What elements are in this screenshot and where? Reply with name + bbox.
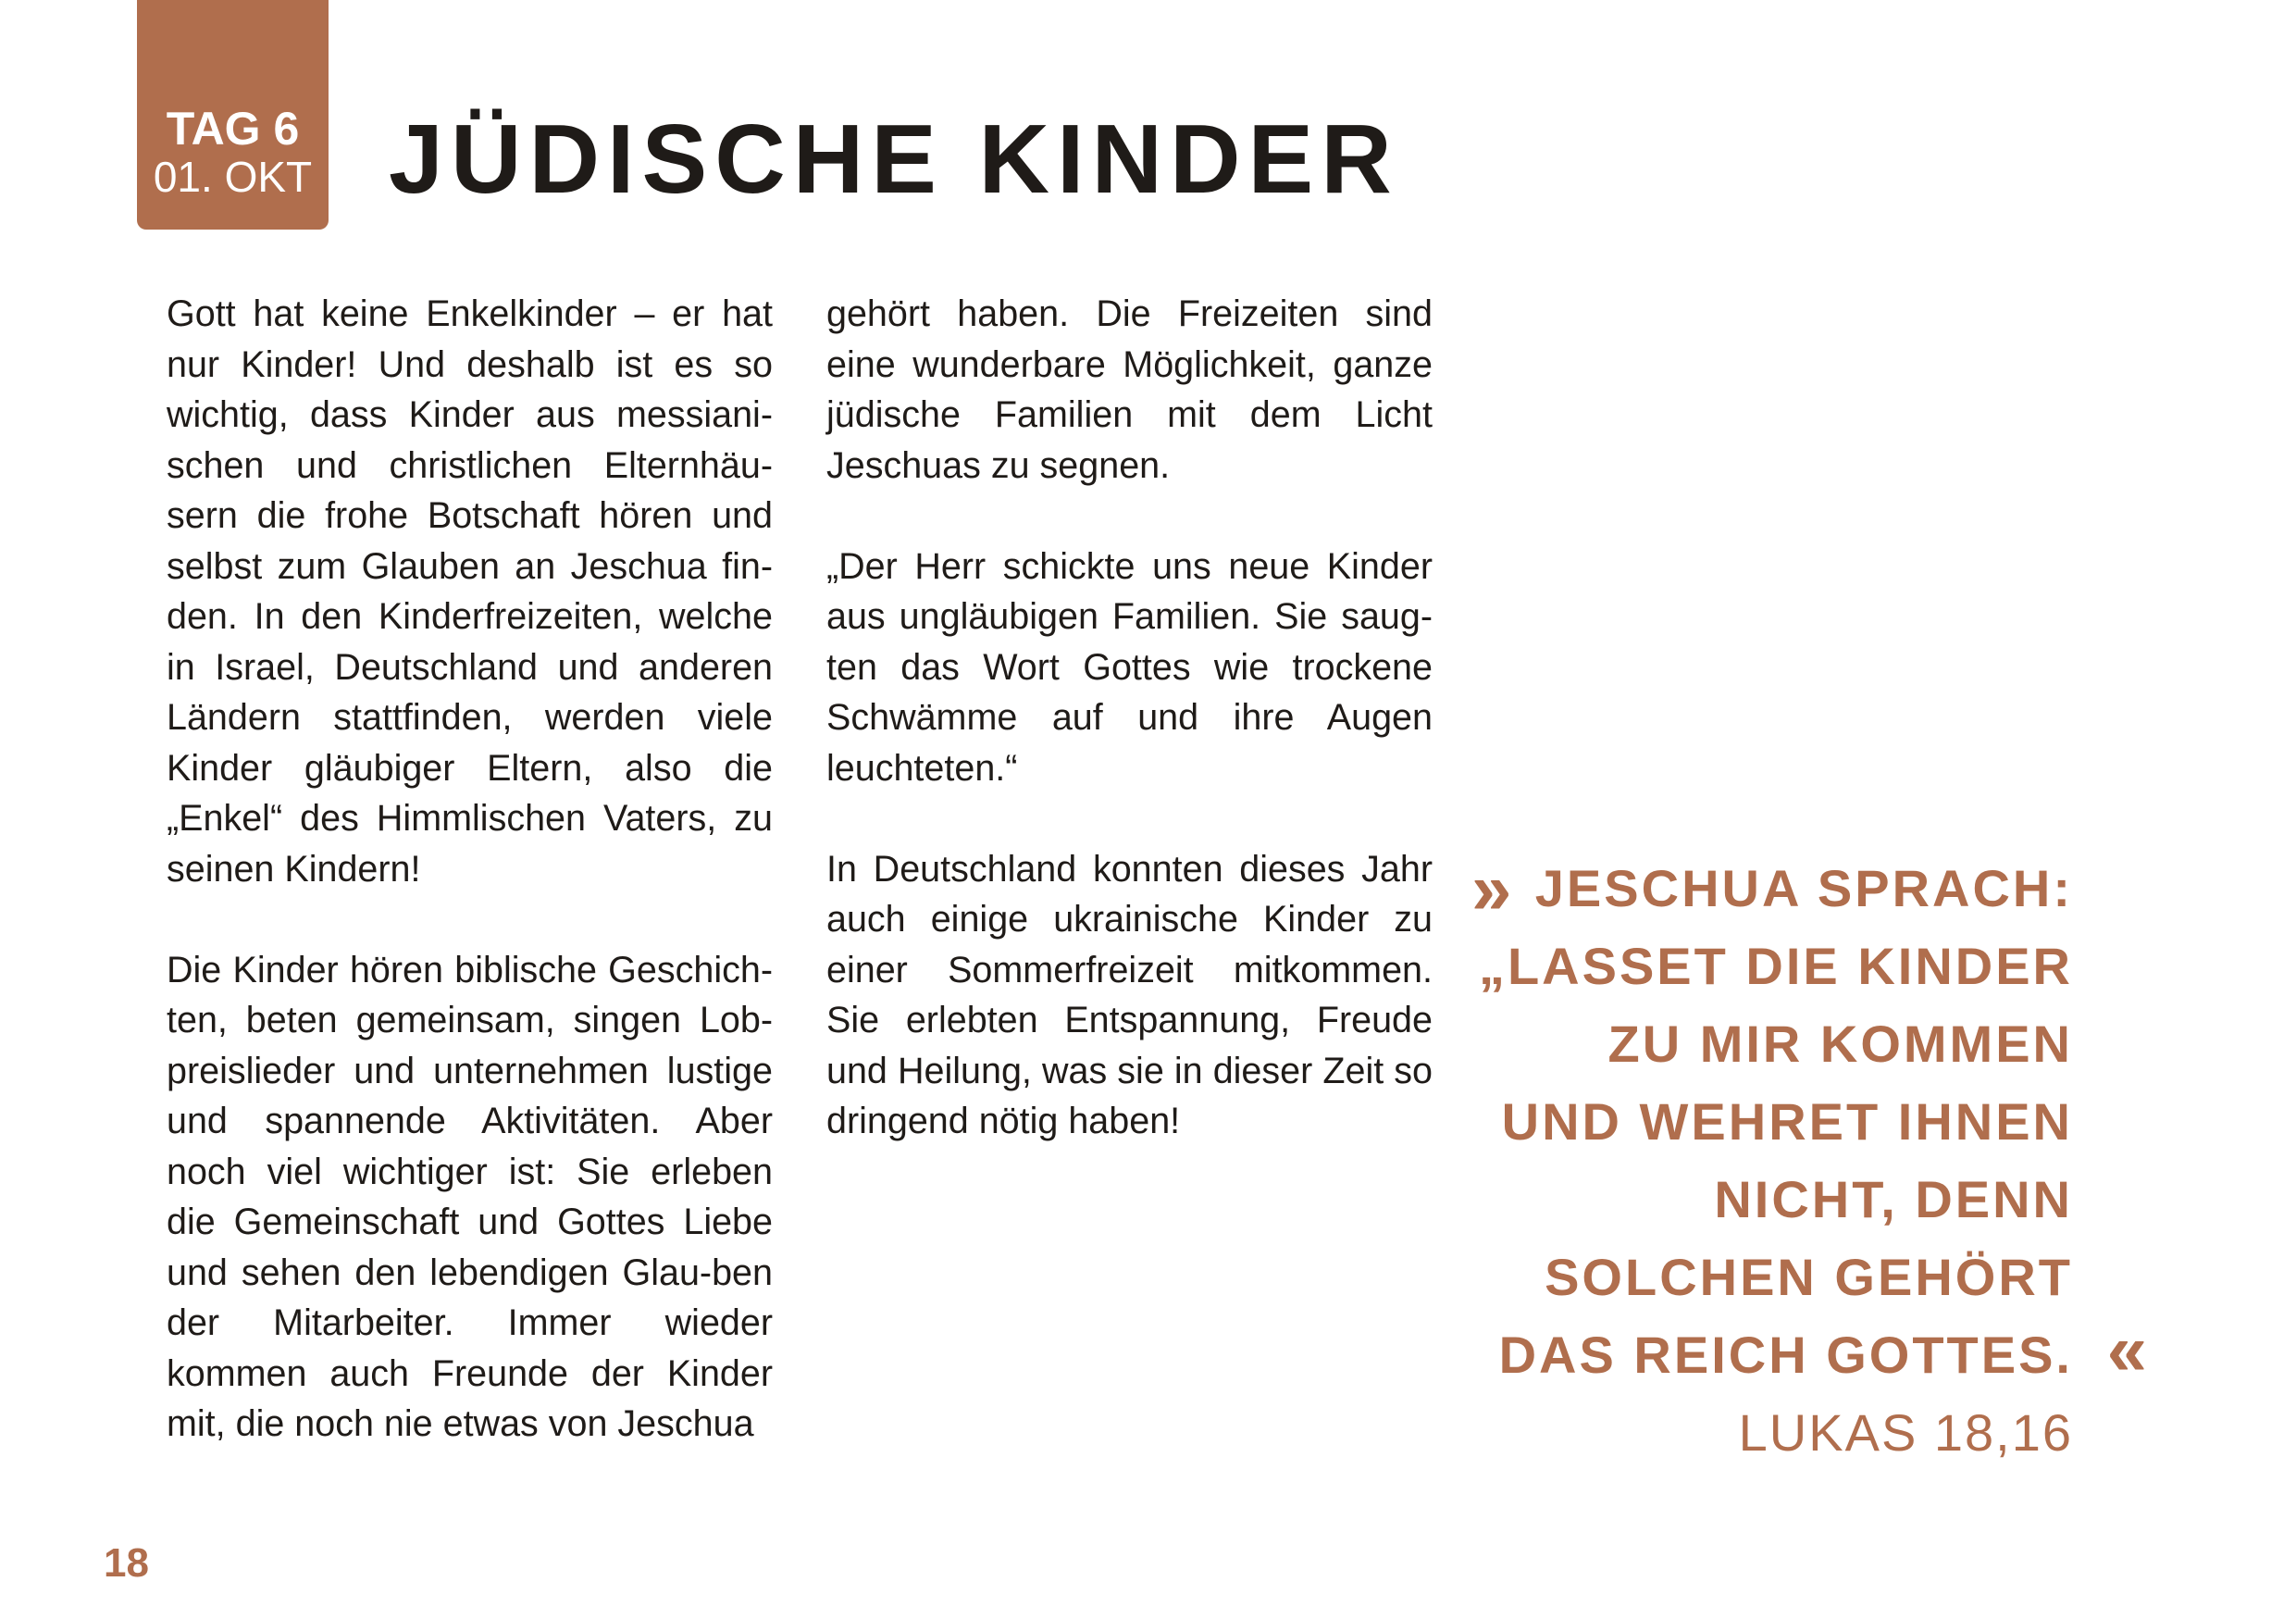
paragraph: In Deutschland konnten dieses Jahr auch einige ukrainische Kinder zu einer Sommerfreizeit mitkommen. Sie erlebten Entspannung, Freude und Heilung, was sie in dieser Zeit so dringend nötig haben! <box>826 848 1433 1141</box>
paragraph: Gott hat keine Enkelkinder – er hat nur Kinder! Und deshalb ist es so wichtig, dass Kinder aus messiani-schen und christlichen Elternhäu-sern die frohe Botschaft hören und selbst zum Glauben an Jeschua fin-den. In den Kinderfreizeiten, welche in Israel, Deutschland und anderen Ländern stattfinden, werden viele Kinder gläubiger Eltern, also die „Enkel“ des Himmlischen Vaters, zu seinen Kindern! <box>167 293 773 890</box>
page-title: JÜDISCHE KINDER <box>389 105 1399 214</box>
paragraph: „Der Herr schickte uns neue Kinder aus ungläubigen Familien. Sie saug-ten das Wort Gottes wie trockene Schwämme auf und ihre Augen leuchteten.“ <box>826 545 1433 789</box>
quote-close-mark: « <box>2106 1309 2147 1390</box>
quote-reference: LUKAS 18,16 <box>1738 1403 2073 1462</box>
quote-text: JESCHUA SPRACH: „LASSET DIE KINDER ZU MIR KOMMEN UND WEHRET IHNEN NICHT, DENN SOLCHEN GEHÖRT DAS REICH GOTTES. <box>1478 859 2073 1384</box>
text-column-left <box>167 289 773 1450</box>
day-label: TAG 6 <box>166 103 300 155</box>
text-column-middle <box>826 289 1433 1147</box>
page-number: 18 <box>104 1540 149 1586</box>
bible-quote <box>1471 848 2147 1472</box>
paragraph: Die Kinder hören biblische Geschich-ten, beten gemeinsam, singen Lob-preislieder und unternehmen lustige und spannende Aktivitäten. Aber noch viel wichtiger ist: Sie erleben die Gemeinschaft und Gottes Liebe und sehen den lebendigen Glau-ben der Mitarbeiter. Immer wieder kommen auch Freunde der Kinder mit, die noch nie etwas von Jeschua <box>167 949 773 1444</box>
quote-open-mark: » <box>1471 848 1512 929</box>
paragraph: gehört haben. Die Freizeiten sind eine wunderbare Möglichkeit, ganze jüdische Familien mit dem Licht Jeschuas zu segnen. <box>826 293 1433 486</box>
date-label: 01. OKT <box>153 153 313 201</box>
day-badge <box>137 0 329 230</box>
